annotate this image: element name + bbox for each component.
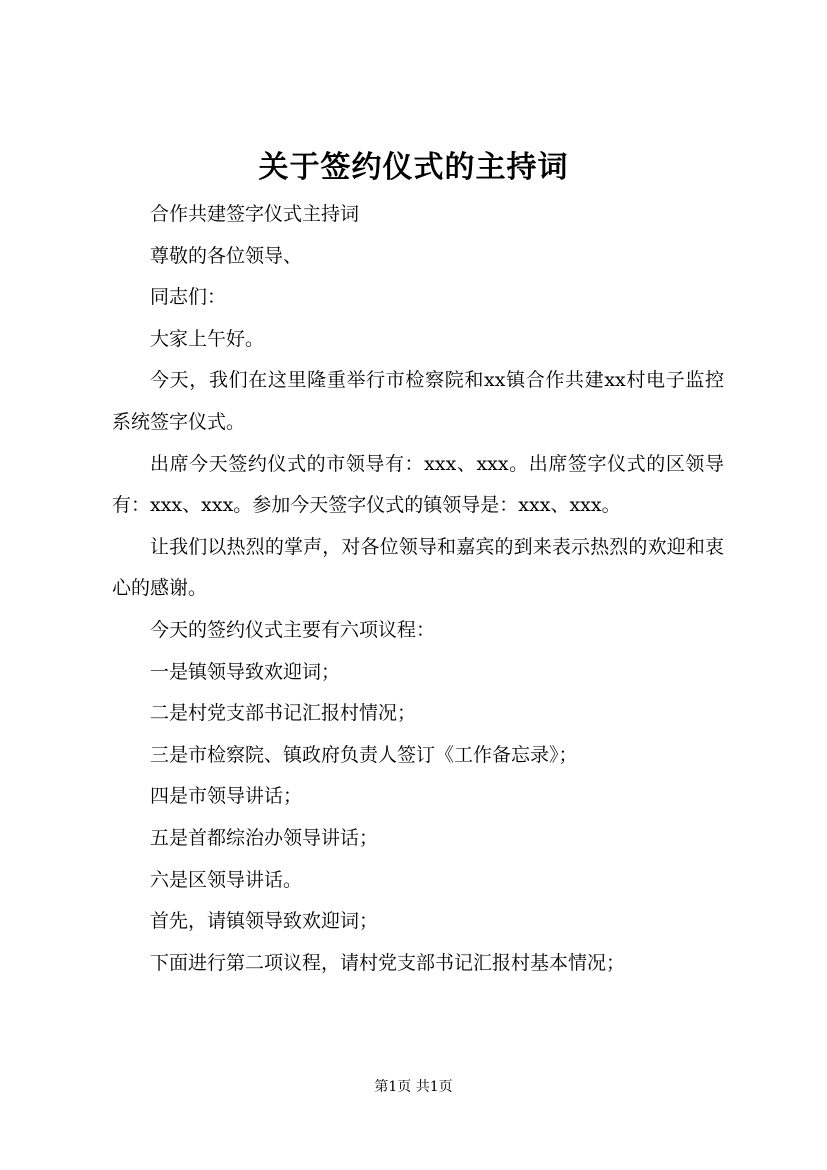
agenda-item-3: 三是市检察院、镇政府负责人签订《工作备忘录》； [150, 743, 578, 766]
agenda-item-1: 一是镇领导致欢迎词； [150, 660, 341, 683]
paragraph-welcome-applause: 让我们以热烈的掌声，对各位领导和嘉宾的到来表示热烈的欢迎和衷心的感谢。 [112, 535, 724, 600]
paragraph-ceremony-intro: 今天，我们在这里隆重举行市检察院和xx镇合作共建xx村电子监控系统签字仪式。 [112, 369, 724, 433]
paragraph-second-step: 下面进行第二项议程，请村党支部书记汇报村基本情况； [150, 951, 626, 974]
document-body [112, 194, 724, 984]
agenda-item-2: 二是村党支部书记汇报村情况； [150, 702, 417, 725]
paragraph-first-step: 首先，请镇领导致欢迎词； [150, 910, 379, 933]
paragraph-good-morning: 大家上午好。 [150, 327, 265, 350]
agenda-item-4: 四是市领导讲话； [150, 785, 303, 808]
paragraph-agenda-intro: 今天的签约仪式主要有六项议程： [150, 618, 436, 641]
paragraph-subtitle: 合作共建签字仪式主持词 [150, 203, 360, 225]
page-footer: 第1页 共1页 [374, 1079, 453, 1095]
agenda-item-5: 五是首都综治办领导讲话； [150, 826, 379, 849]
agenda-item-6: 六是区领导讲话。 [150, 868, 303, 891]
paragraph-attending-leaders: 出席今天签约仪式的市领导有：xxx、xxx。出席签字仪式的区领导有：xxx、xxx。参加今天签字仪式的镇领导是：xxx、xxx。 [112, 452, 724, 517]
paragraph-greeting-leaders: 尊敬的各位领导、 [150, 244, 303, 267]
paragraph-greeting-comrades: 同志们： [150, 286, 227, 309]
document-title: 关于签约仪式的主持词 [258, 150, 569, 185]
